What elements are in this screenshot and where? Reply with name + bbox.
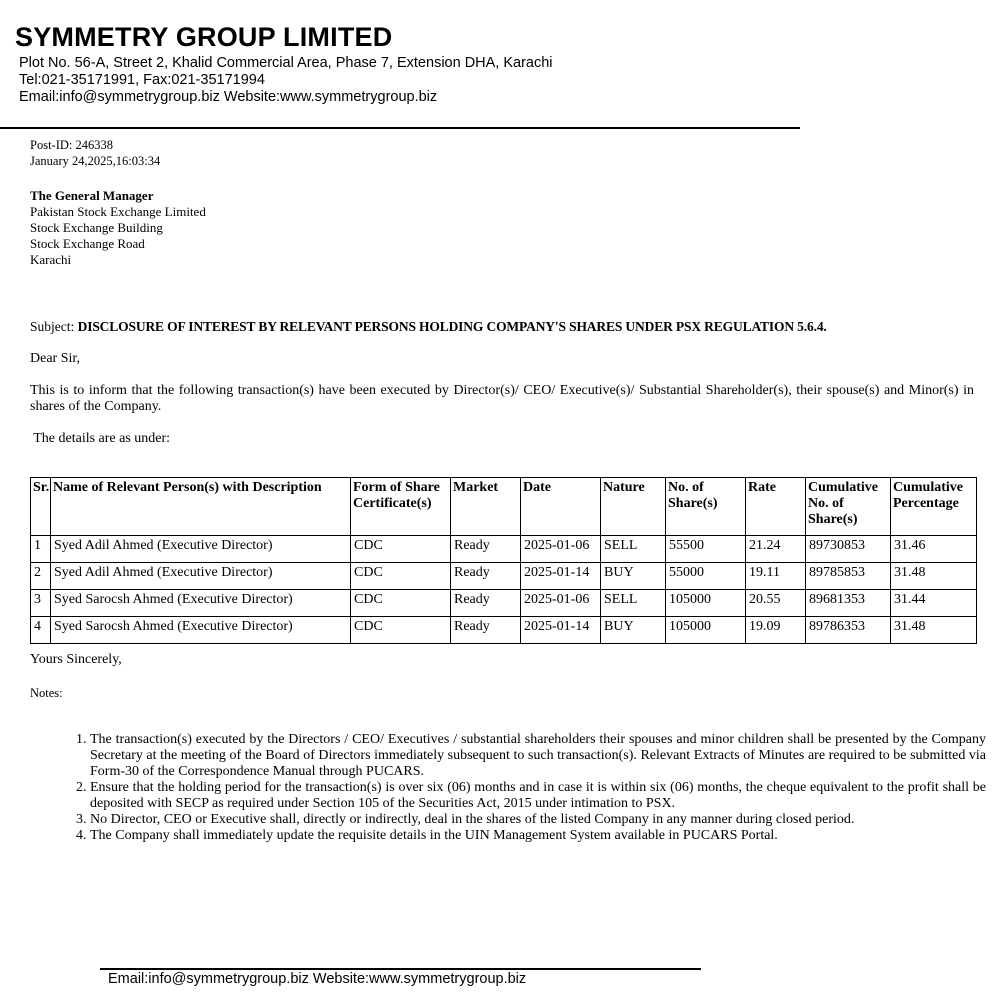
- header-rate: Rate: [746, 478, 806, 536]
- header-divider: [0, 127, 800, 129]
- salutation: Dear Sir,: [30, 351, 80, 366]
- recipient-line: Pakistan Stock Exchange Limited: [30, 204, 206, 219]
- header-market: Market: [451, 478, 521, 536]
- cell-cumulative-percentage: 31.46: [891, 536, 977, 563]
- cell-sr: 4: [31, 617, 51, 644]
- recipient-title: The General Manager: [30, 188, 154, 203]
- closing: Yours Sincerely,: [30, 652, 122, 667]
- cell-cumulative-shares: 89785853: [806, 563, 891, 590]
- cell-cumulative-shares: 89681353: [806, 590, 891, 617]
- cell-cumulative-percentage: 31.48: [891, 617, 977, 644]
- cell-sr: 3: [31, 590, 51, 617]
- company-phone-fax: Tel:021-35171991, Fax:021-35171994: [19, 72, 265, 88]
- cell-nature: BUY: [601, 617, 666, 644]
- cell-market: Ready: [451, 563, 521, 590]
- header-name: Name of Relevant Person(s) with Description: [51, 478, 351, 536]
- cell-rate: 20.55: [746, 590, 806, 617]
- cell-cumulative-percentage: 31.44: [891, 590, 977, 617]
- header-cumulative-shares: Cumulative No. of Share(s): [806, 478, 891, 536]
- cell-name: Syed Adil Ahmed (Executive Director): [51, 536, 351, 563]
- cell-shares: 105000: [666, 590, 746, 617]
- cell-market: Ready: [451, 617, 521, 644]
- recipient-line: Stock Exchange Road: [30, 236, 145, 251]
- table-header-row: [31, 478, 977, 536]
- cell-rate: 19.09: [746, 617, 806, 644]
- cell-form: CDC: [351, 590, 451, 617]
- table-row: [31, 617, 977, 644]
- footer-contact: Email:info@symmetrygroup.biz Website:www.symmetrygroup.biz: [108, 971, 527, 987]
- notes-label: Notes:: [30, 686, 63, 700]
- header-cumulative-percentage: Cumulative Percentage: [891, 478, 977, 536]
- post-id: Post-ID: 246338: [30, 138, 113, 152]
- cell-date: 2025-01-06: [521, 536, 601, 563]
- post-datetime: January 24,2025,16:03:34: [30, 154, 161, 168]
- company-address: Plot No. 56-A, Street 2, Khalid Commercial Area, Phase 7, Extension DHA, Karachi: [19, 55, 553, 71]
- cell-date: 2025-01-06: [521, 590, 601, 617]
- note-item: 4. The Company shall immediately update the requisite details in the UIN Management System available in PUCARS Portal.: [90, 828, 986, 844]
- cell-sr: 2: [31, 563, 51, 590]
- header-date: Date: [521, 478, 601, 536]
- table-row: [31, 563, 977, 590]
- cell-form: CDC: [351, 617, 451, 644]
- cell-name: Syed Sarocsh Ahmed (Executive Director): [51, 590, 351, 617]
- footer-divider: [100, 968, 701, 970]
- cell-market: Ready: [451, 590, 521, 617]
- header-shares: No. of Share(s): [666, 478, 746, 536]
- subject-text: DISCLOSURE OF INTEREST BY RELEVANT PERSONS HOLDING COMPANY'S SHARES UNDER PSX REGULATION 5.6.4.: [77, 319, 827, 334]
- cell-rate: 19.11: [746, 563, 806, 590]
- cell-shares: 55500: [666, 536, 746, 563]
- cell-cumulative-shares: 89730853: [806, 536, 891, 563]
- cell-nature: BUY: [601, 563, 666, 590]
- cell-form: CDC: [351, 536, 451, 563]
- header-nature: Nature: [601, 478, 666, 536]
- details-intro: The details are as under:: [30, 431, 171, 446]
- cell-date: 2025-01-14: [521, 563, 601, 590]
- note-item: 3. No Director, CEO or Executive shall, directly or indirectly, deal in the shares of the listed Company in any manner during closed period.: [90, 812, 986, 828]
- cell-rate: 21.24: [746, 536, 806, 563]
- intro-paragraph: This is to inform that the following transaction(s) have been executed by Director(s)/ CEO/ Executive(s)/ Substantial Shareholder(s), their spouse(s) and Minor(s) in shares of the Company.: [30, 383, 974, 414]
- note-item: 1. The transaction(s) executed by the Directors / CEO/ Executives / substantial shareholders their spouses and minor children shall be presented by the Company Secretary at the meeting of the Board of Directors immediately subsequent to such transaction(s). Relevant Extracts of Minutes are required to be submitted via Form-30 of the Correspondence Manual through PUCARS.: [90, 732, 986, 780]
- note-item: 2. Ensure that the holding period for the transaction(s) is over six (06) months and in case it is within six (06) months, the cheque equivalent to the profit shall be deposited with SECP as required under Section 105 of the Securities Act, 2015 under intimation to PSX.: [90, 780, 986, 812]
- cell-name: Syed Adil Ahmed (Executive Director): [51, 563, 351, 590]
- subject-label: Subject:: [30, 319, 75, 334]
- cell-nature: SELL: [601, 590, 666, 617]
- cell-sr: 1: [31, 536, 51, 563]
- cell-shares: 55000: [666, 563, 746, 590]
- cell-cumulative-percentage: 31.48: [891, 563, 977, 590]
- cell-shares: 105000: [666, 617, 746, 644]
- table-row: [31, 536, 977, 563]
- cell-name: Syed Sarocsh Ahmed (Executive Director): [51, 617, 351, 644]
- cell-nature: SELL: [601, 536, 666, 563]
- company-email-website: Email:info@symmetrygroup.biz Website:www.symmetrygroup.biz: [19, 89, 438, 105]
- cell-date: 2025-01-14: [521, 617, 601, 644]
- recipient-line: Karachi: [30, 252, 72, 267]
- table-row: [31, 590, 977, 617]
- subject-line: [30, 319, 827, 335]
- cell-form: CDC: [351, 563, 451, 590]
- header-form: Form of Share Certificate(s): [351, 478, 451, 536]
- company-name: SYMMETRY GROUP LIMITED: [15, 22, 393, 52]
- header-sr: Sr.: [31, 478, 51, 536]
- transactions-table: [30, 477, 977, 644]
- cell-market: Ready: [451, 536, 521, 563]
- cell-cumulative-shares: 89786353: [806, 617, 891, 644]
- notes-list: [90, 732, 986, 844]
- recipient-line: Stock Exchange Building: [30, 220, 163, 235]
